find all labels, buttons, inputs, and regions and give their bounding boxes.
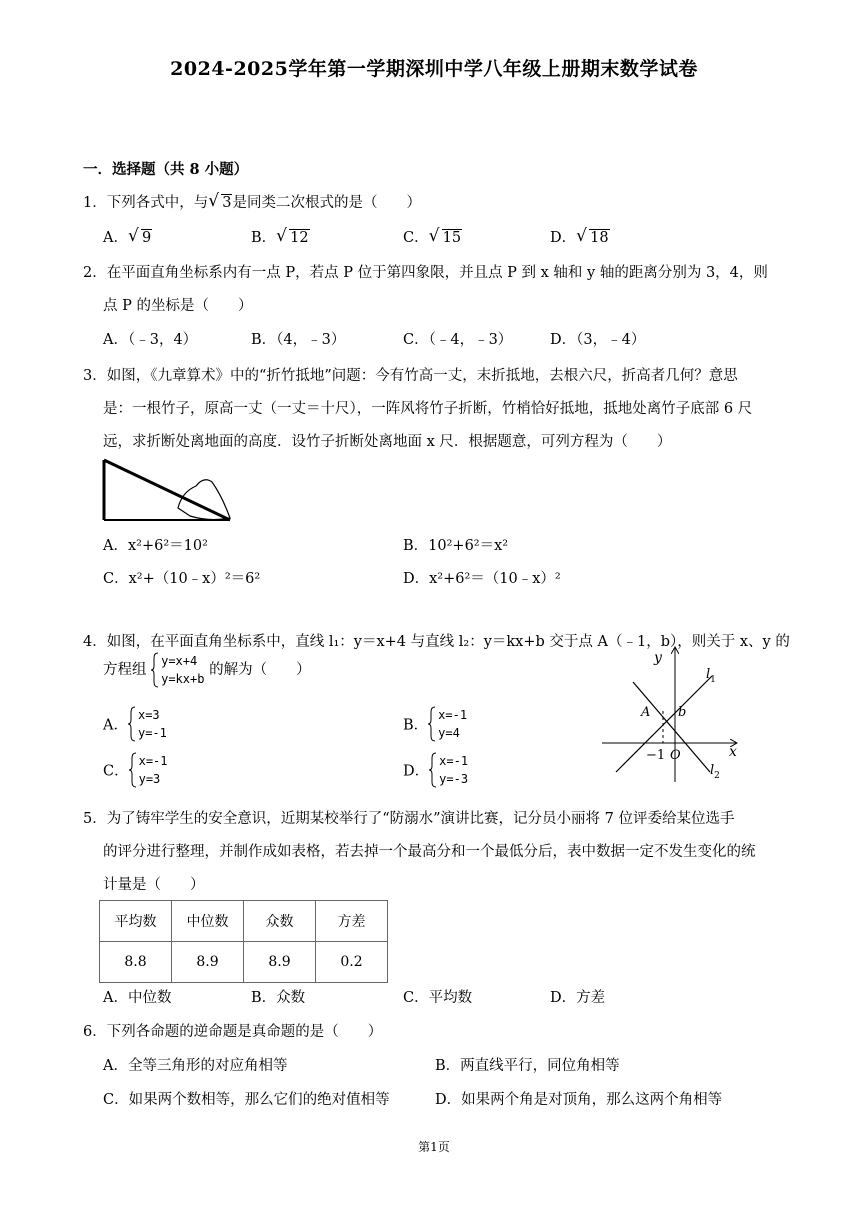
question-4-line-1: 4．如图，在平面直角坐标系中，直线 l₁：y＝x+4 与直线 l₂：y＝kx+b 交于点 A（﹣1，b），则关于 x、y 的 <box>83 634 790 650</box>
table-header: 平均数 <box>100 901 172 942</box>
b-label: b <box>678 705 687 720</box>
point-a-label: A <box>641 705 651 720</box>
page-number: 第1页 <box>418 1140 450 1154</box>
l1-label: $l_1$ <box>706 667 716 685</box>
q1-option-b: B． √ 12 <box>251 226 309 246</box>
q3-option-d: D．x²+6²＝（10﹣x）² <box>403 571 561 587</box>
q6-option-b: B．两直线平行，同位角相等 <box>435 1058 620 1074</box>
question-6-line-1: 6．下列各命题的逆命题是真命题的是（ ） <box>83 1024 383 1040</box>
question-4-line-2: 方程组 y=x+4 y=kx+b 的解为（ ） <box>103 654 311 686</box>
sqrt-expression: √ 3 <box>208 191 232 211</box>
table-header: 方差 <box>316 901 388 942</box>
origin-label: O <box>670 748 681 763</box>
table-cell: 8.9 <box>244 942 316 983</box>
question-2-line-2: 点 P 的坐标是（ ） <box>103 298 253 314</box>
q2-option-a: A．（﹣3，4） <box>103 332 198 348</box>
q5-option-d: D．方差 <box>550 990 606 1006</box>
table-header: 中位数 <box>172 901 244 942</box>
q5-option-b: B．众数 <box>251 990 306 1006</box>
q2-option-b: B．（4，﹣3） <box>251 332 346 348</box>
stats-table <box>99 900 388 983</box>
q5-option-c: C．平均数 <box>403 990 473 1006</box>
q6-option-a: A．全等三角形的对应角相等 <box>103 1058 288 1074</box>
bamboo-figure <box>100 456 235 526</box>
question-5-line-1: 5．为了铸牢学生的安全意识，近期某校举行了“防溺水”演讲比赛，记分员小丽将 7 位评委给某位选手 <box>83 811 735 827</box>
q4-option-a: A． x=3 y=-1 <box>103 708 167 740</box>
page-title: 2024-2025学年第一学期深圳中学八年级上册期末数学试卷 <box>170 58 698 80</box>
table-row <box>100 942 388 983</box>
table-header-row <box>100 901 388 942</box>
table-cell: 8.8 <box>100 942 172 983</box>
q3-option-b: B．10²+6²＝x² <box>403 538 509 554</box>
question-5-line-3: 计量是（ ） <box>103 877 205 893</box>
q1-stem-end: 是同类二次根式的是（ ） <box>232 195 421 211</box>
y-label: y <box>654 650 662 666</box>
q2-option-d: D．（3，﹣4） <box>550 332 646 348</box>
x-label: x <box>729 744 737 760</box>
q1-option-a: A． √ 9 <box>103 226 152 246</box>
q6-option-c: C．如果两个数相等，那么它们的绝对值相等 <box>103 1092 390 1108</box>
l2-label: $l_2$ <box>710 763 720 781</box>
q4-option-c: C． x=-1 y=3 <box>103 754 168 786</box>
q1-stem-start: 1．下列各式中，与 <box>83 195 209 211</box>
question-1 <box>83 191 421 212</box>
table-cell: 0.2 <box>316 942 388 983</box>
neg-one-label: −1 <box>646 748 666 763</box>
question-3-line-2: 是：一根竹子，原高一丈（一丈＝十尺），一阵风将竹子折断，竹梢恰好抵地，抵地处离竹子底部 6 尺 <box>103 401 753 417</box>
question-3-line-3: 远，求折断处离地面的高度．设竹子折断处离地面 x 尺．根据题意，可列方程为（ ） <box>103 434 672 450</box>
q3-option-a: A．x²+6²＝10² <box>103 538 208 554</box>
question-3-line-1: 3．如图，《九章算术》中的“折竹抵地”问题：今有竹高一丈，末折抵地，去根六尺，折高者几何？意思 <box>83 368 738 384</box>
q6-option-d: D．如果两个角是对顶角，那么这两个角相等 <box>435 1092 723 1108</box>
table-header: 众数 <box>244 901 316 942</box>
coordinate-figure <box>598 642 748 787</box>
q4-option-d: D． x=-1 y=-3 <box>403 754 469 786</box>
table-cell: 8.9 <box>172 942 244 983</box>
question-5-line-2: 的评分进行整理，并制作成如表格，若去掉一个最高分和一个最低分后，表中数据一定不发生变化的统 <box>103 844 756 860</box>
question-2-line-1: 2．在平面直角坐标系内有一点 P，若点 P 位于第四象限，并且点 P 到 x 轴和 y 轴的距离分别为 3，4，则 <box>83 265 768 281</box>
q3-option-c: C．x²+（10﹣x）²＝6² <box>103 571 261 587</box>
q1-option-d: D． √ 18 <box>550 226 609 246</box>
q2-option-c: C．（﹣4，﹣3） <box>403 332 513 348</box>
q1-option-c: C． √ 15 <box>403 226 462 246</box>
q4-option-b: B． x=-1 y=4 <box>403 708 468 740</box>
q5-option-a: A．中位数 <box>103 990 172 1006</box>
section-heading: 一．选择题（共 8 小题） <box>83 161 249 178</box>
equation-system: y=x+4 y=kx+b <box>151 652 204 688</box>
